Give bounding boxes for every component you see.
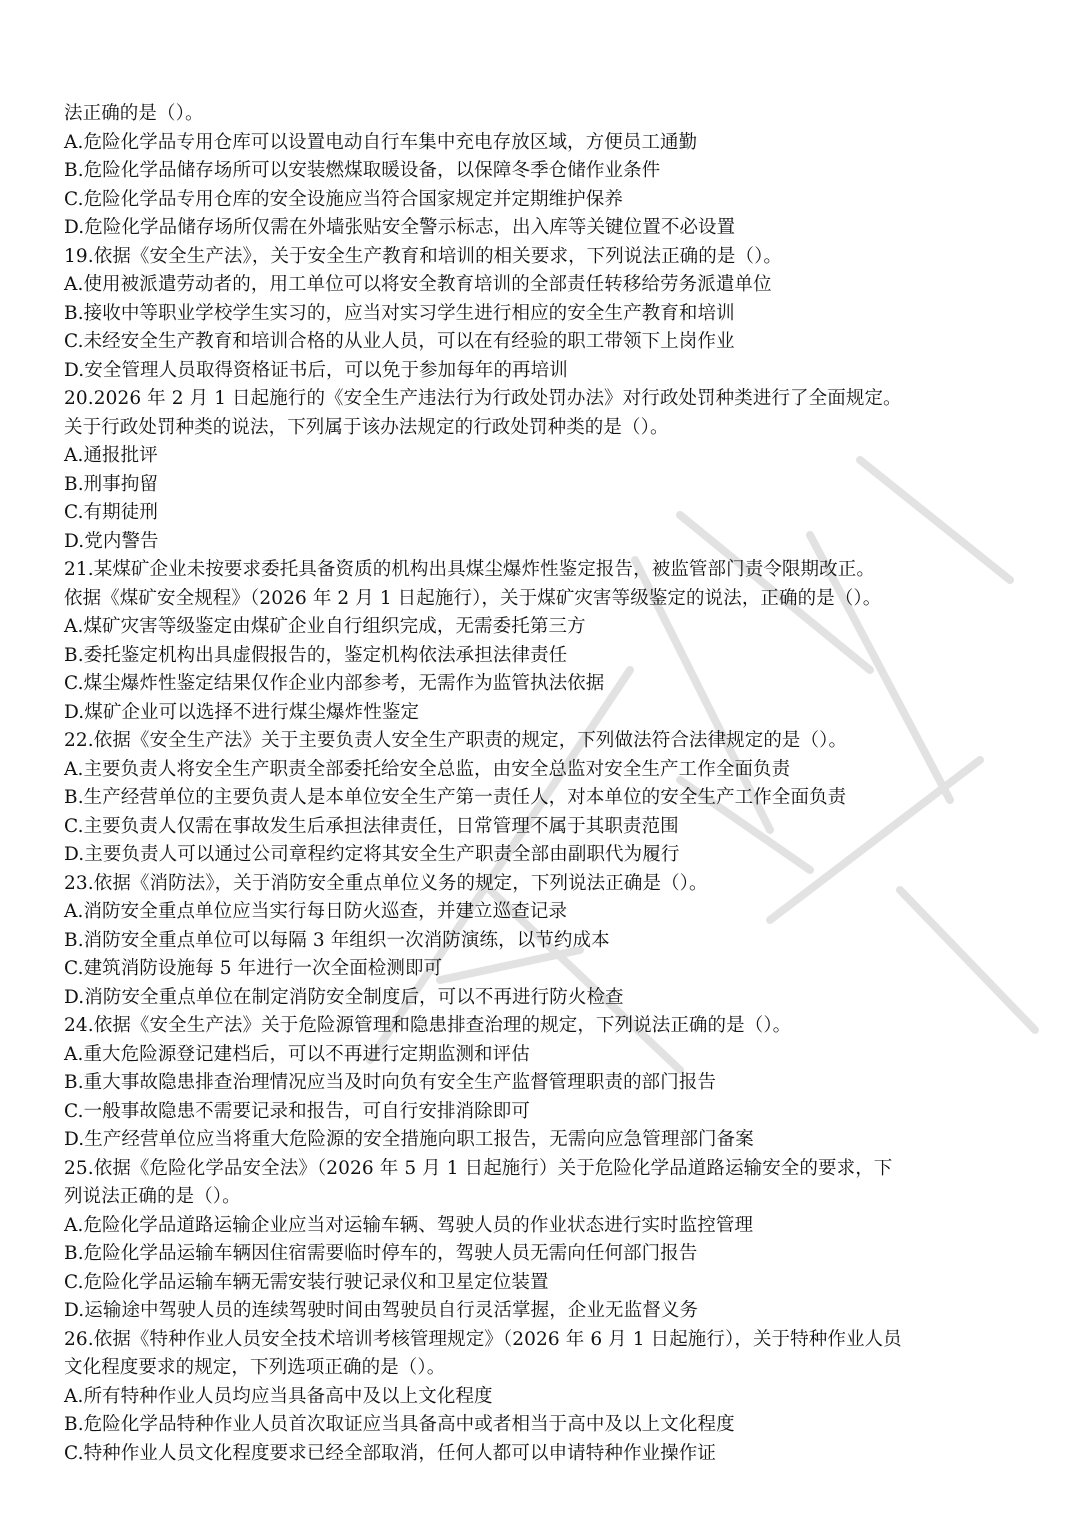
option-line: B.危险化学品特种作业人员首次取证应当具备高中或者相当于高中及以上文化程度 [64, 1414, 735, 1435]
question-line: 20.2026 年 2 月 1 日起施行的《安全生产违法行为行政处罚办法》对行政处罚种类进行了全面规定。 [64, 388, 902, 409]
option-line: C.危险化学品运输车辆无需安装行驶记录仪和卫星定位装置 [64, 1271, 549, 1293]
option-line: B.委托鉴定机构出具虚假报告的，鉴定机构依法承担法律责任 [64, 644, 568, 666]
option-line: D.主要负责人可以通过公司章程约定将其安全生产职责全部由副职代为履行 [64, 844, 680, 865]
option-line: D.消防安全重点单位在制定消防安全制度后，可以不再进行防火检查 [64, 986, 624, 1008]
option-line: C.建筑消防设施每 5 年进行一次全面检测即可 [64, 958, 443, 979]
option-line: D.党内警告 [64, 530, 159, 552]
question-line: 25.依据《危险化学品安全法》（2026 年 5 月 1 日起施行）关于危险化学品道路运输安全的要求，下 [64, 1157, 893, 1179]
option-line: C.煤尘爆炸性鉴定结果仅作企业内部参考，无需作为监管执法依据 [64, 673, 605, 694]
option-line: D.运输途中驾驶人员的连续驾驶时间由驾驶员自行灵活掌握，企业无监督义务 [64, 1300, 699, 1321]
option-line: A.消防安全重点单位应当实行每日防火巡查，并建立巡查记录 [64, 901, 568, 922]
option-line: A.危险化学品专用仓库可以设置电动自行车集中充电存放区域，方便员工通勤 [64, 131, 698, 153]
question-line: 列说法正确的是（）。 [64, 1186, 241, 1207]
question-line: 文化程度要求的规定，下列选项正确的是（）。 [64, 1357, 446, 1378]
document-body [64, 100, 1024, 1468]
text-line: 法正确的是（）。 [64, 103, 204, 124]
question-line: 22.依据《安全生产法》关于主要负责人安全生产职责的规定，下列做法符合法律规定的是（）。 [64, 730, 848, 751]
option-line: C.危险化学品专用仓库的安全设施应当符合国家规定并定期维护保养 [64, 188, 623, 210]
option-line: B.重大事故隐患排查治理情况应当及时向负有安全生产监督管理职责的部门报告 [64, 1072, 717, 1093]
option-line: D.煤矿企业可以选择不进行煤尘爆炸性鉴定 [64, 701, 420, 723]
option-line: C.未经安全生产教育和培训合格的从业人员，可以在有经验的职工带领下上岗作业 [64, 331, 735, 352]
option-line: A.所有特种作业人员均应当具备高中及以上文化程度 [64, 1385, 493, 1407]
question-line: 23.依据《消防法》，关于消防安全重点单位义务的规定，下列说法正确是（）。 [64, 872, 708, 894]
option-line: B.刑事拘留 [64, 473, 159, 495]
option-line: B.消防安全重点单位可以每隔 3 年组织一次消防演练，以节约成本 [64, 929, 610, 951]
option-line: B.危险化学品储存场所可以安装燃煤取暖设备，以保障冬季仓储作业条件 [64, 160, 661, 181]
question-line: 24.依据《安全生产法》关于危险源管理和隐患排查治理的规定，下列说法正确的是（）。 [64, 1015, 792, 1036]
question-line: 26.依据《特种作业人员安全技术培训考核管理规定》（2026 年 6 月 1 日起施行），关于特种作业人员 [64, 1328, 902, 1350]
option-line: A.重大危险源登记建档后，可以不再进行定期监测和评估 [64, 1043, 530, 1065]
option-line: A.煤矿灾害等级鉴定由煤矿企业自行组织完成，无需委托第三方 [64, 616, 586, 637]
option-line: B.危险化学品运输车辆因住宿需要临时停车的，驾驶人员无需向任何部门报告 [64, 1243, 698, 1264]
option-line: A.主要负责人将安全生产职责全部委托给安全总监，由安全总监对安全生产工作全面负责 [64, 758, 791, 780]
option-line: D.危险化学品储存场所仅需在外墙张贴安全警示标志，出入库等关键位置不必设置 [64, 217, 736, 238]
option-line: D.安全管理人员取得资格证书后，可以免于参加每年的再培训 [64, 359, 568, 381]
question-line: 21.某煤矿企业未按要求委托具备资质的机构出具煤尘爆炸性鉴定报告，被监管部门责令限期改正。 [64, 559, 875, 580]
option-line: A.通报批评 [64, 445, 158, 466]
option-line: D.生产经营单位应当将重大危险源的安全措施向职工报告，无需向应急管理部门备案 [64, 1129, 754, 1150]
option-line: B.接收中等职业学校学生实习的，应当对实习学生进行相应的安全生产教育和培训 [64, 302, 735, 324]
option-line: C.有期徒刑 [64, 502, 158, 523]
option-line: A.使用被派遣劳动者的，用工单位可以将安全教育培训的全部责任转移给劳务派遣单位 [64, 274, 772, 295]
option-line: C.特种作业人员文化程度要求已经全部取消，任何人都可以申请特种作业操作证 [64, 1442, 716, 1464]
question-line: 关于行政处罚种类的说法，下列属于该办法规定的行政处罚种类的是（）。 [64, 416, 669, 438]
option-line: C.主要负责人仅需在事故发生后承担法律责任，日常管理不属于其职责范围 [64, 815, 679, 837]
option-line: C.一般事故隐患不需要记录和报告，可自行安排消除即可 [64, 1100, 530, 1122]
question-line: 依据《煤矿安全规程》（2026 年 2 月 1 日起施行），关于煤矿灾害等级鉴定的说法，正确的是（）。 [64, 587, 882, 609]
question-line: 19.依据《安全生产法》，关于安全生产教育和培训的相关要求，下列说法正确的是（）。 [64, 245, 783, 267]
option-line: A.危险化学品道路运输企业应当对运输车辆、驾驶人员的作业状态进行实时监控管理 [64, 1214, 754, 1236]
option-line: B.生产经营单位的主要负责人是本单位安全生产第一责任人，对本单位的安全生产工作全面负责 [64, 787, 847, 808]
